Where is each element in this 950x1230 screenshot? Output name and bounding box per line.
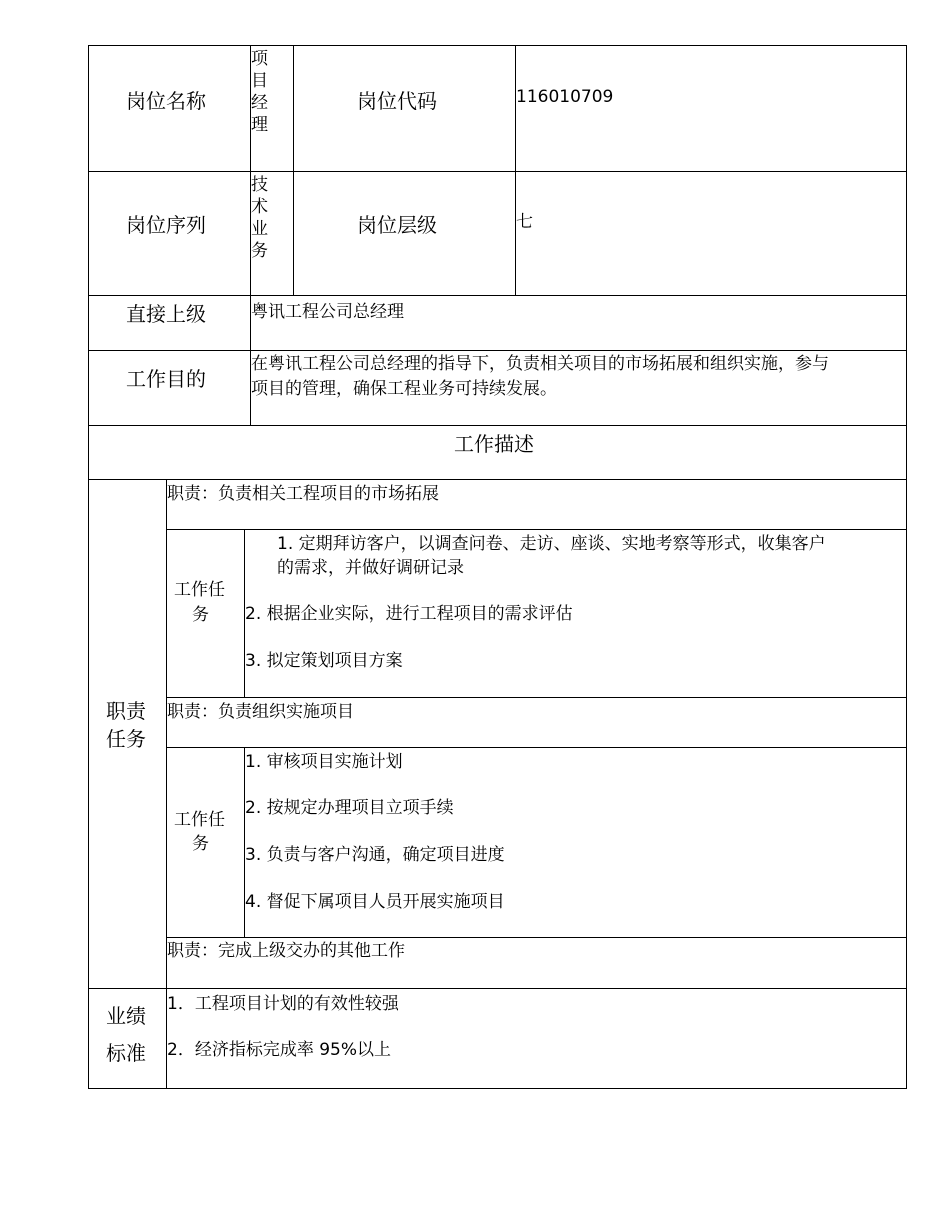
post-name-value: 项目经理: [251, 49, 268, 135]
duty1-task-1b: 的需求，并做好调研记录: [277, 558, 464, 578]
duty2-task-1: 1. 审核项目实施计划: [245, 752, 403, 772]
superior-label: 直接上级: [126, 302, 206, 326]
duty2-task-2: 2. 按规定办理项目立项手续: [245, 798, 454, 818]
performance-item-1: 1．工程项目计划的有效性较强: [167, 994, 399, 1014]
duty1-task-label-line-1: 工作任: [174, 580, 225, 600]
duty1-title: 职责：负责相关工程项目的市场拓展: [167, 484, 439, 504]
duty1-task-1a: 1. 定期拜访客户，以调查问卷、走访、座谈、实地考察等形式，收集客户: [277, 534, 826, 554]
duty2-title: 职责：负责组织实施项目: [167, 702, 354, 722]
purpose-line-2: 项目的管理，确保工程业务可持续发展。: [251, 379, 557, 399]
duty2-task-label-line-2: 务: [192, 834, 209, 854]
purpose-label: 工作目的: [126, 367, 206, 391]
duty1-task-2: 2. 根据企业实际，进行工程项目的需求评估: [245, 604, 573, 624]
post-level-label: 岗位层级: [357, 213, 437, 237]
duty2-task-3: 3. 负责与客户沟通，确定项目进度: [245, 845, 505, 865]
duties-label-line-1: 职责: [106, 699, 146, 723]
duty2-task-4: 4. 督促下属项目人员开展实施项目: [245, 892, 505, 912]
performance-label-line-1: 业绩: [106, 1004, 146, 1028]
duties-label-line-2: 任务: [106, 727, 146, 751]
duty3-title: 职责：完成上级交办的其他工作: [167, 941, 405, 961]
duty1-task-label-line-2: 务: [192, 605, 209, 625]
description-title: 工作描述: [454, 432, 534, 456]
performance-label-line-2: 标准: [106, 1041, 146, 1065]
cell-post-level-value: [515, 171, 907, 296]
purpose-line-1: 在粤讯工程公司总经理的指导下，负责相关项目的市场拓展和组织实施，参与: [251, 354, 829, 374]
post-name-label: 岗位名称: [126, 89, 206, 113]
superior-value: 粤讯工程公司总经理: [251, 302, 404, 322]
performance-item-2: 2．经济指标完成率 95%以上: [167, 1040, 392, 1060]
post-level-value: 七: [516, 212, 533, 232]
post-code-value: 116010709: [516, 87, 614, 107]
post-code-label: 岗位代码: [357, 89, 437, 113]
post-series-label: 岗位序列: [126, 213, 206, 237]
post-series-value: 技术业务: [251, 175, 268, 261]
duty1-task-3: 3. 拟定策划项目方案: [245, 651, 403, 671]
duty2-task-label-line-1: 工作任: [174, 810, 225, 830]
